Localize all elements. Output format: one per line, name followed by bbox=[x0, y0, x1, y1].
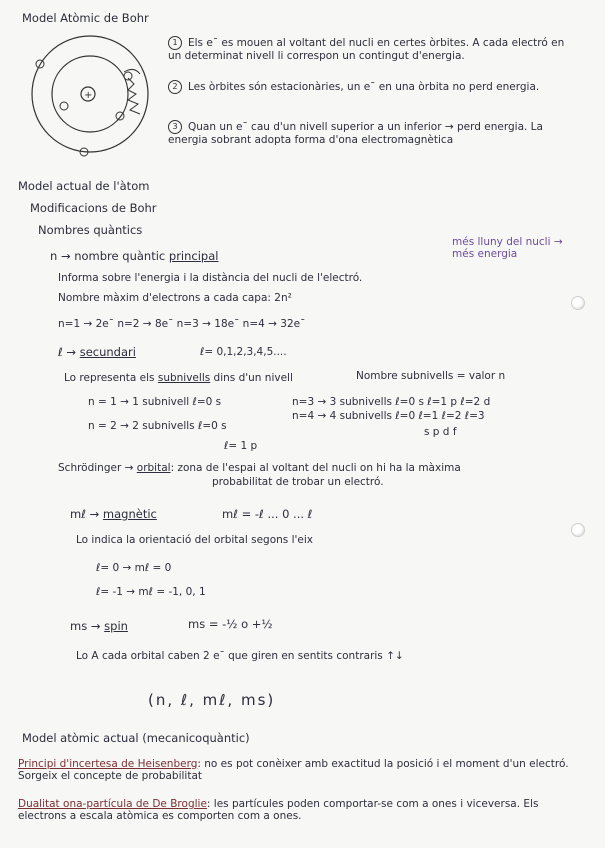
arrow bbox=[124, 69, 140, 74]
n-max: Nombre màxim d'electrons a cada capa: 2n² bbox=[58, 292, 292, 304]
nucleus-sign: + bbox=[84, 90, 93, 101]
ml-heading: mℓ → magnètic bbox=[70, 507, 157, 521]
punch-hole bbox=[571, 296, 585, 310]
ms-heading: ms → spin bbox=[70, 619, 128, 633]
n-values: n=1 → 2e¯ n=2 → 8e¯ n=3 → 18e¯ n=4 → 32e¯ bbox=[58, 318, 306, 330]
l-heading: ℓ → secundari bbox=[58, 345, 136, 359]
quantum-tuple: (n, ℓ, mℓ, ms) bbox=[148, 691, 276, 709]
n-note: més lluny del nucli → més energia bbox=[452, 236, 563, 261]
l-rule: Nombre subnivells = valor n bbox=[356, 370, 506, 382]
bohr-title: Model Atòmic de Bohr bbox=[22, 11, 149, 25]
ml-ex1: ℓ= 0 → mℓ = 0 bbox=[96, 562, 172, 574]
emission-wave bbox=[128, 78, 140, 114]
sch-line: Schrödinger → orbital: zona de l'espai al voltant del nucli on hi ha la màxima bbox=[58, 462, 461, 474]
l-row2a: n = 2 → 2 subnivells ℓ=0 s bbox=[88, 420, 227, 432]
sch-line2: probabilitat de trobar un electró. bbox=[212, 476, 384, 488]
actual-title: Model actual de l'àtom bbox=[18, 179, 150, 193]
n-heading: n → nombre quàntic principal bbox=[50, 249, 219, 263]
l-row1b: n=3 → 3 subnivells ℓ=0 s ℓ=1 p ℓ=2 d bbox=[292, 396, 491, 408]
l-row2b: n=4 → 4 subnivells ℓ=0 ℓ=1 ℓ=2 ℓ=3 bbox=[292, 410, 485, 422]
modern-title: Model atòmic actual (mecanicoquàntic) bbox=[22, 731, 250, 745]
de-broglie: Dualitat ona-partícula de De Broglie: les partícules poden comportar-se com a ones i viceversa. Els electrons a escala atòmica es comporten com a ones. bbox=[18, 798, 539, 823]
l-values: ℓ= 0,1,2,3,4,5.... bbox=[200, 346, 287, 358]
ml-values: mℓ = -ℓ ... 0 ... ℓ bbox=[222, 507, 313, 521]
ml-desc: Lo indica la orientació del orbital segons l'eix bbox=[76, 534, 313, 546]
electron bbox=[116, 112, 124, 120]
electron bbox=[60, 102, 68, 110]
l-row2c: s p d f bbox=[424, 426, 457, 438]
modif-title: Modificacions de Bohr bbox=[30, 201, 157, 215]
bohr-atom-diagram bbox=[24, 32, 164, 162]
ms-desc: Lo A cada orbital caben 2 e¯ que giren en sentits contraris ↑↓ bbox=[76, 650, 404, 662]
bohr-point-3: 3 Quan un e¯ cau d'un nivell superior a un inferior → perd energia. La energia sobrant adopta forma d'ona electromagnètica bbox=[168, 121, 543, 146]
l-row3: ℓ= 1 p bbox=[224, 440, 258, 452]
ms-values: ms = -½ o +½ bbox=[188, 617, 273, 631]
ml-ex2: ℓ= -1 → mℓ = -1, 0, 1 bbox=[96, 586, 206, 598]
l-rep: Lo representa els subnivells dins d'un nivell bbox=[64, 372, 293, 384]
punch-hole bbox=[571, 523, 585, 537]
electron bbox=[124, 72, 132, 80]
nombres-title: Nombres quàntics bbox=[38, 223, 143, 237]
n-info: Informa sobre l'energia i la distància del nucli de l'electró. bbox=[58, 272, 363, 284]
l-row1a: n = 1 → 1 subnivell ℓ=0 s bbox=[88, 396, 222, 408]
bohr-point-1: 1 Els e¯ es mouen al voltant del nucli en certes òrbites. A cada electró en un determinat nivell li correspon un contingut d'energia. bbox=[168, 37, 565, 62]
heisenberg: Principi d'incertesa de Heisenberg: no es pot conèixer amb exactitud la posició i el moment d'un electró. Sorgeix el concepte de probabilitat bbox=[18, 758, 569, 783]
bohr-point-2: 2 Les òrbites són estacionàries, un e¯ en una òrbita no perd energia. bbox=[168, 80, 568, 94]
